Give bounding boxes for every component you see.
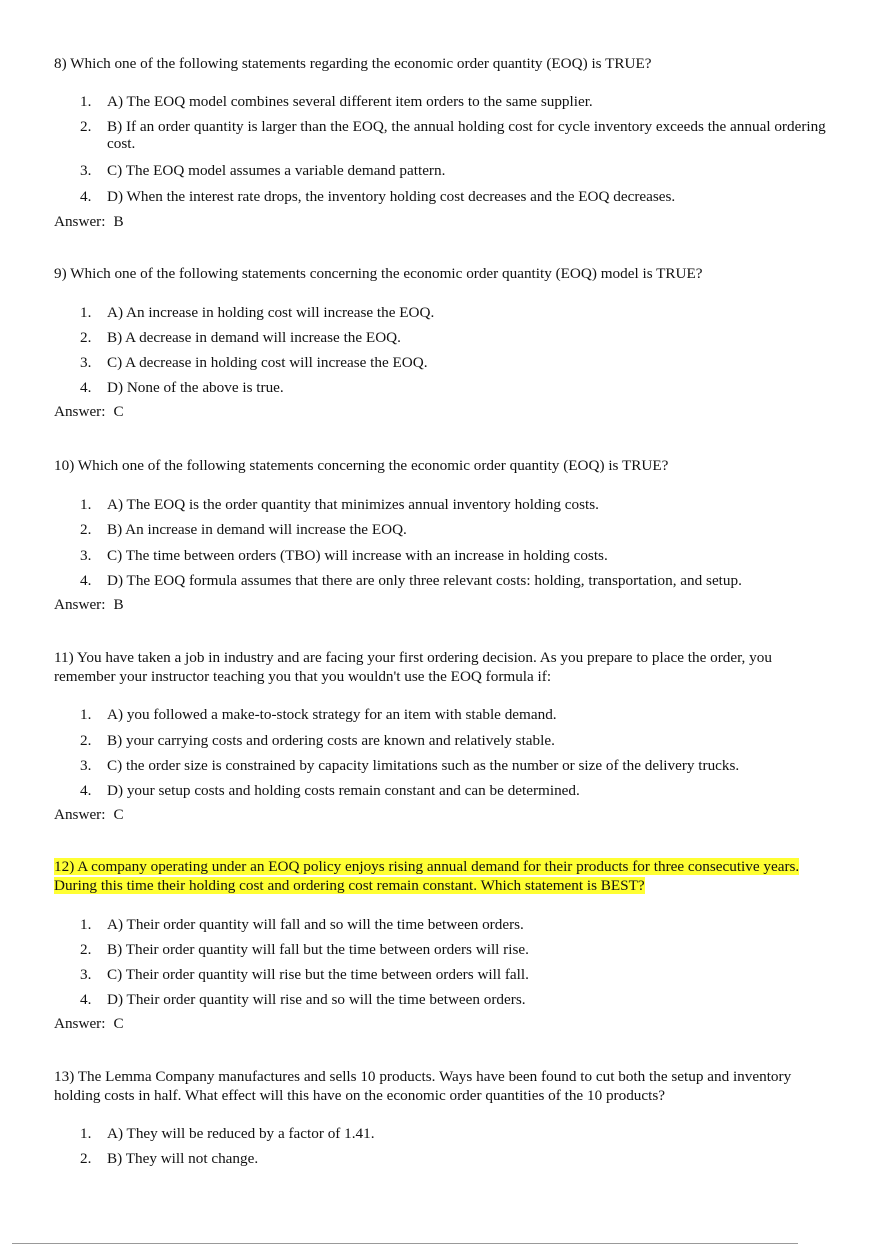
- option-list: [54, 916, 829, 1014]
- option-list: [54, 706, 829, 805]
- answer-line: Answer: C: [54, 1015, 124, 1032]
- option-item: 2. B) your carrying costs and ordering costs are known and relatively stable.: [80, 732, 555, 749]
- option-list: [54, 304, 829, 402]
- answer-value: C: [113, 1015, 124, 1032]
- option-item: 2. B) Their order quantity will fall but the time between orders will rise.: [80, 941, 529, 958]
- option-item: 1. A) The EOQ is the order quantity that minimizes annual inventory holding costs.: [80, 496, 599, 513]
- option-item: 2. B) An increase in demand will increase the EOQ.: [80, 521, 407, 538]
- question-8: [54, 54, 829, 231]
- question-text: 8) Which one of the following statements regarding the economic order quantity (EOQ) is TRUE?: [54, 55, 652, 72]
- question-12: [54, 857, 829, 1033]
- option-item: 1. A) They will be reduced by a factor of 1.41.: [80, 1125, 375, 1142]
- answer-value: B: [113, 213, 124, 230]
- option-item: 1. A) An increase in holding cost will increase the EOQ.: [80, 304, 435, 321]
- option-item: 3. C) The time between orders (TBO) will increase with an increase in holding costs.: [80, 547, 608, 564]
- option-item: 3. C) The EOQ model assumes a variable demand pattern.: [80, 162, 446, 179]
- answer-value: C: [113, 806, 124, 823]
- option-item: 4. D) your setup costs and holding costs remain constant and can be determined.: [80, 782, 580, 799]
- option-list: [54, 93, 829, 212]
- option-item: 3. C) A decrease in holding cost will increase the EOQ.: [80, 354, 428, 371]
- question-text: 13) The Lemma Company manufactures and sells 10 products. Ways have been found to cut both the setup and inventory holding costs in half. What effect will this have on the economic order quantities of the 10 products?: [54, 1068, 792, 1104]
- option-list: [54, 1125, 829, 1173]
- option-item: 4. D) When the interest rate drops, the inventory holding cost decreases and the EOQ decreases.: [80, 188, 676, 205]
- option-item: 3. C) the order size is constrained by capacity limitations such as the number or size of the delivery trucks.: [80, 757, 740, 774]
- option-item: 2. B) If an order quantity is larger than the EOQ, the annual holding cost for cycle inventory exceeds the annual ordering cost.: [80, 118, 826, 152]
- question-9: [54, 264, 829, 421]
- question-text: 10) Which one of the following statements concerning the economic order quantity (EOQ) is TRUE?: [54, 457, 669, 474]
- question-text-highlighted: [54, 857, 829, 895]
- option-list: [54, 496, 829, 595]
- answer-line: Answer: C: [54, 403, 124, 420]
- answer-line: Answer: C: [54, 806, 124, 823]
- highlight-span: 12) A company operating under an EOQ policy enjoys rising annual demand for their products for three consecutive years. During this time their holding cost and ordering cost remain constant. Which statement is BEST?: [54, 858, 800, 894]
- option-item: 4. D) Their order quantity will rise and so will the time between orders.: [80, 991, 526, 1008]
- answer-line: Answer: B: [54, 596, 124, 613]
- page-footer-rule: [12, 1243, 798, 1244]
- option-item: 4. D) The EOQ formula assumes that there are only three relevant costs: holding, transportation, and setup.: [80, 572, 742, 589]
- option-item: 2. B) They will not change.: [80, 1150, 259, 1167]
- option-item: 3. C) Their order quantity will rise but the time between orders will fall.: [80, 966, 529, 983]
- question-text: 9) Which one of the following statements concerning the economic order quantity (EOQ) model is TRUE?: [54, 265, 703, 282]
- option-item: 4. D) None of the above is true.: [80, 379, 284, 396]
- question-11: [54, 648, 829, 824]
- answer-value: C: [113, 403, 124, 420]
- answer-line: Answer: B: [54, 213, 124, 230]
- option-item: 1. A) The EOQ model combines several different item orders to the same supplier.: [80, 93, 593, 110]
- question-13: [54, 1067, 829, 1173]
- question-text: 11) You have taken a job in industry and are facing your first ordering decision. As you prepare to place the order, you remember your instructor teaching you that you wouldn't use the EOQ formula if:: [54, 649, 772, 685]
- answer-value: B: [113, 596, 124, 613]
- option-item: 1. A) Their order quantity will fall and so will the time between orders.: [80, 916, 524, 933]
- option-item: 1. A) you followed a make-to-stock strategy for an item with stable demand.: [80, 706, 557, 723]
- question-10: [54, 456, 829, 614]
- option-item: 2. B) A decrease in demand will increase the EOQ.: [80, 329, 401, 346]
